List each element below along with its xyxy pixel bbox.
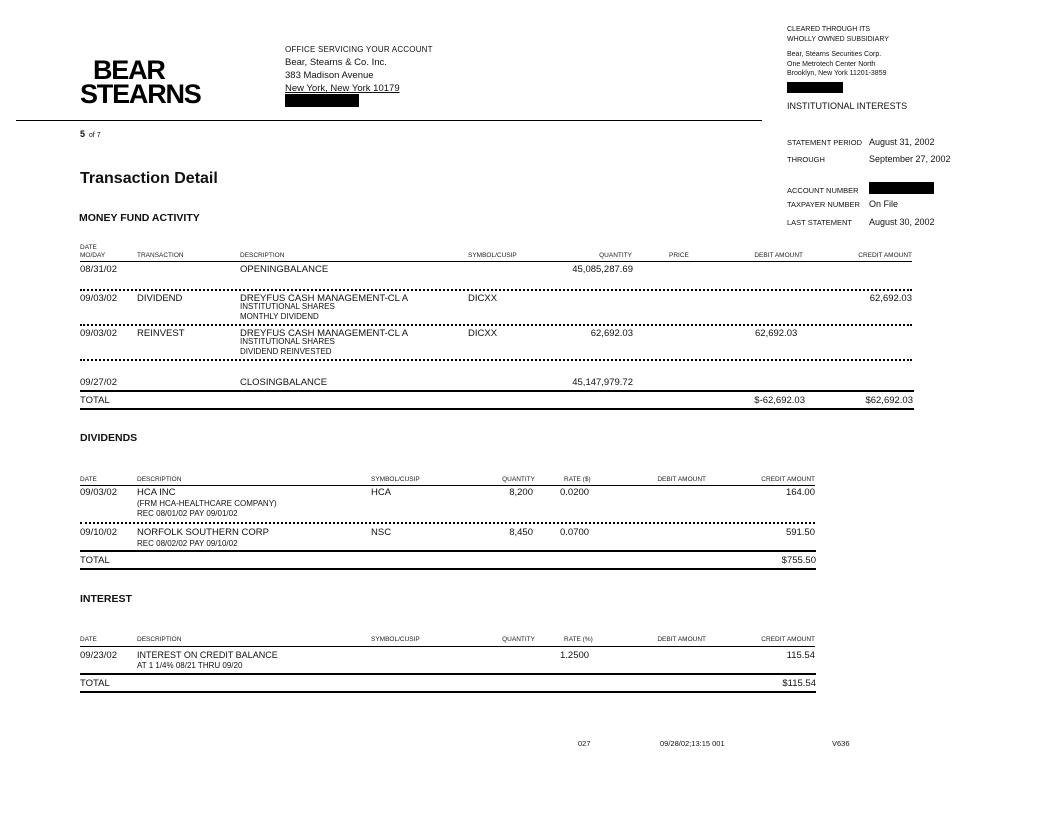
mf-header-description: DESCRIPTION	[240, 252, 285, 259]
div-header-quantity: QUANTITY	[502, 476, 535, 483]
mf-header-date1: DATE	[80, 244, 97, 251]
office-label: OFFICE SERVICING YOUR ACCOUNT	[285, 45, 433, 54]
clearing-line-2: WHOLLY OWNED SUBSIDIARY	[787, 35, 889, 43]
footer-code: 027	[578, 739, 591, 748]
div-header-debit: DEBIT AMOUNT	[657, 476, 706, 483]
office-name: Bear, Stearns & Co. Inc.	[285, 57, 387, 68]
header-rule	[16, 120, 762, 121]
period-value: August 31, 2002	[869, 137, 935, 147]
div-row-desc: HCA INC	[137, 487, 176, 498]
through-value: September 27, 2002	[869, 154, 951, 164]
last-label: LAST STATEMENT	[787, 218, 853, 227]
page-current: 5	[80, 129, 86, 139]
bear-stearns-logo	[80, 55, 201, 109]
row-divider	[80, 359, 912, 361]
div-row-symbol: NSC	[371, 527, 392, 538]
div-row-desc2: REC 08/02/02 PAY 09/10/02	[137, 539, 238, 548]
total-rule	[80, 568, 816, 570]
total-rule	[80, 691, 816, 693]
account-type: INSTITUTIONAL INTERESTS	[787, 101, 908, 111]
int-header-date: DATE	[80, 636, 97, 643]
last-statement	[787, 217, 935, 227]
clearing-block	[787, 25, 889, 79]
div-header-rate: RATE ($)	[564, 476, 591, 483]
mf-row-transaction: DIVIDEND	[137, 293, 183, 304]
int-header-debit: DEBIT AMOUNT	[657, 636, 706, 643]
mf-header-quantity: QUANTITY	[599, 252, 632, 259]
div-header-date: DATE	[80, 476, 97, 483]
div-row-credit: 164.00	[785, 487, 815, 498]
div-header-symbol: SYMBOL/CUSIP	[371, 476, 420, 483]
int-row-desc: INTEREST ON CREDIT BALANCE	[137, 650, 278, 660]
total-rule	[80, 390, 914, 392]
mf-header-date2: MO/DAY	[80, 252, 106, 259]
div-row-rate: 0.0200	[560, 487, 590, 498]
mf-header-symbol: SYMBOL/CUSIP	[468, 252, 517, 259]
mf-row-quantity: 62,692.03	[590, 328, 633, 339]
office-block	[285, 43, 433, 95]
mf-row-desc3: MONTHLY DIVIDEND	[240, 312, 319, 321]
mf-header-transaction: TRANSACTION	[137, 252, 184, 259]
mf-row-quantity: 45,085,287.69	[572, 264, 633, 275]
div-row-rate: 0.0700	[560, 527, 590, 538]
mf-row-credit: 62,692.03	[869, 293, 912, 304]
last-value: August 30, 2002	[869, 217, 935, 227]
table-row: 09/23/02	[80, 650, 117, 661]
mf-header-debit: DEBIT AMOUNT	[754, 252, 803, 259]
page-indicator	[80, 129, 101, 139]
account-number	[787, 186, 859, 195]
mf-row-symbol: DICXX	[468, 328, 498, 339]
period-label: STATEMENT PERIOD	[787, 138, 863, 147]
int-row-desc2: AT 1 1/4% 08/21 THRU 09/20	[137, 661, 243, 670]
taxpayer-value: On File	[869, 199, 899, 209]
footer-ref: V636	[832, 739, 850, 748]
div-row-credit: 591.50	[785, 527, 815, 538]
taxpayer-label: TAXPAYER NUMBER	[787, 200, 860, 209]
total-rule	[80, 408, 914, 410]
clearing-address-1: One Metrotech Center North	[787, 60, 876, 68]
logo-line-1: BEAR	[93, 55, 165, 85]
row-divider	[80, 324, 912, 326]
page-title: Transaction Detail	[80, 170, 218, 187]
office-street: 383 Madison Avenue	[285, 70, 374, 81]
mf-total-debit: $-62,692.03	[754, 395, 805, 406]
dividends-heading: DIVIDENDS	[80, 432, 138, 444]
int-header-quantity: QUANTITY	[502, 636, 535, 643]
row-divider	[80, 289, 912, 291]
div-row-symbol: HCA	[371, 487, 392, 498]
footer-timestamp: 09/28/02;13:15 001	[660, 739, 725, 748]
total-rule	[80, 673, 816, 675]
table-row: 08/31/02	[80, 264, 117, 275]
row-divider	[80, 522, 815, 524]
clearing-firm: Bear, Stearns Securities Corp.	[787, 51, 882, 58]
logo-line-2: STEARNS	[80, 79, 201, 109]
statement-period	[787, 137, 935, 147]
mf-row-debit: 62,692.03	[755, 328, 798, 339]
int-header-rate: RATE (%)	[564, 636, 593, 643]
table-row: 09/03/02	[80, 293, 117, 304]
through-label: THROUGH	[787, 155, 825, 164]
div-header-rule	[80, 485, 815, 486]
interest-heading: INTEREST	[80, 593, 132, 605]
int-total-label: TOTAL	[80, 678, 110, 689]
mf-row-desc2: INSTITUTIONAL SHARES	[240, 302, 335, 311]
clearing-address-2: Brooklyn, New York 11201-3859	[787, 70, 887, 77]
div-total-label: TOTAL	[80, 555, 110, 566]
div-row-quantity: 8,450	[509, 527, 533, 538]
table-row: 09/03/02	[80, 328, 117, 339]
int-total-credit: $115.54	[782, 678, 816, 689]
mf-header-price: PRICE	[669, 252, 689, 259]
account-label: ACCOUNT NUMBER	[787, 186, 859, 195]
table-row: 09/27/02	[80, 377, 117, 388]
int-row-rate: 1.2500	[560, 650, 590, 661]
office-city: New York, New York 10179	[285, 83, 400, 94]
div-row-quantity: 8,200	[509, 487, 533, 498]
mf-total-label: TOTAL	[80, 395, 110, 406]
mf-row-desc: DREYFUS CASH MANAGEMENT-CL A	[240, 293, 409, 304]
mf-row-desc: DREYFUS CASH MANAGEMENT-CL A	[240, 328, 409, 339]
div-row-desc3: REC 08/01/02 PAY 09/01/02	[137, 509, 238, 518]
page-of: of 7	[88, 132, 101, 139]
int-header-description: DESCRIPTION	[137, 636, 182, 643]
div-row-desc: NORFOLK SOUTHERN CORP	[137, 527, 269, 538]
div-total-credit: $755.50	[781, 555, 816, 566]
redaction-box	[869, 182, 934, 194]
redaction-box	[285, 94, 359, 107]
int-header-credit: CREDIT AMOUNT	[761, 636, 815, 643]
mf-row-desc3: DIVIDEND REINVESTED	[240, 347, 332, 356]
redaction-box	[787, 82, 843, 93]
div-row-desc2: (FRM HCA-HEALTHCARE COMPANY)	[137, 499, 277, 508]
mf-row-desc2: INSTITUTIONAL SHARES	[240, 337, 335, 346]
mf-header-rule	[80, 261, 912, 262]
div-header-description: DESCRIPTION	[137, 476, 182, 483]
int-header-symbol: SYMBOL/CUSIP	[371, 636, 420, 643]
mf-total-credit: $62,692.03	[865, 395, 913, 406]
table-row: 09/03/02	[80, 487, 117, 498]
mf-row-desc: CLOSINGBALANCE	[240, 377, 328, 388]
mf-row-quantity: 45,147,979.72	[572, 377, 633, 388]
int-row-credit: 115.54	[786, 650, 815, 661]
money-fund-heading: MONEY FUND ACTIVITY	[79, 212, 200, 224]
div-header-credit: CREDIT AMOUNT	[761, 476, 815, 483]
mf-row-symbol: DICXX	[468, 293, 498, 304]
statement-through	[787, 154, 951, 164]
total-rule	[80, 550, 816, 552]
mf-row-transaction: REINVEST	[137, 328, 185, 339]
mf-row-desc: OPENINGBALANCE	[240, 264, 329, 275]
int-header-rule	[80, 646, 815, 647]
clearing-line-1: CLEARED THROUGH ITS	[787, 26, 871, 33]
table-row: 09/10/02	[80, 527, 117, 538]
mf-header-credit: CREDIT AMOUNT	[858, 252, 912, 259]
taxpayer-number	[787, 199, 899, 209]
